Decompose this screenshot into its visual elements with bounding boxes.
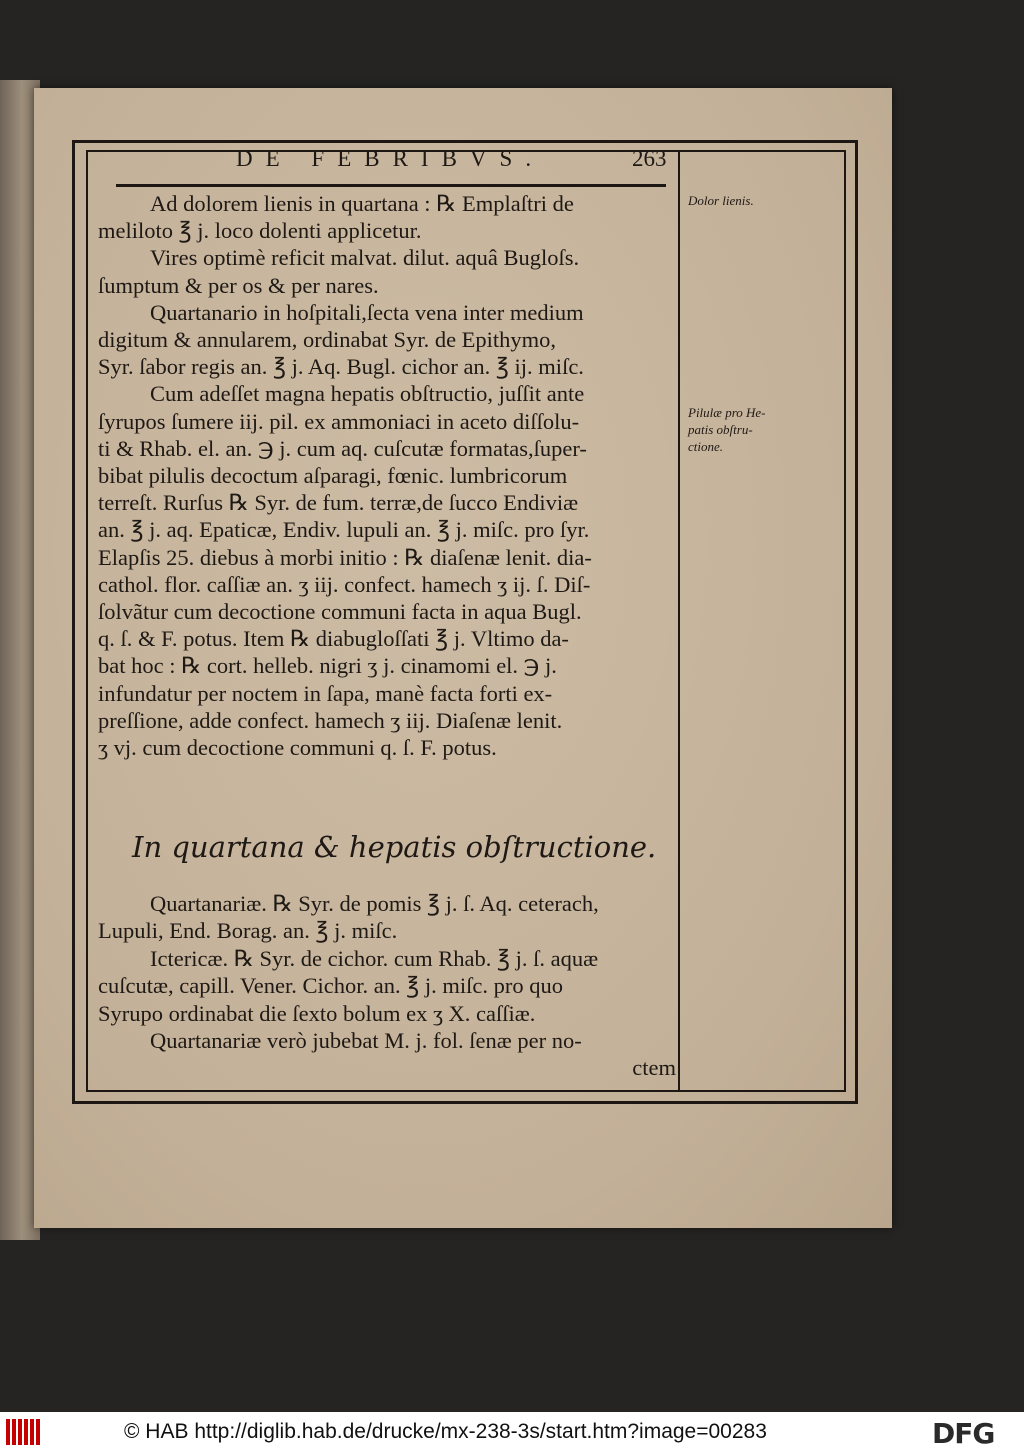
text-line: Lupuli, End. Borag. an. ℥ j. miſc. (98, 918, 398, 944)
text-line: an. ℥ j. aq. Epaticæ, Endiv. lupuli an. ℥ j. miſc. pro ſyr. (98, 517, 590, 543)
body-paragraph-2 (98, 890, 676, 1082)
text-line: ctem (632, 1055, 676, 1081)
text-line: preſſione, adde confect. hamech ʒ iij. Diaſenæ lenit. (98, 707, 563, 733)
margin-column-rule (678, 150, 680, 1092)
text-line: Syrupo ordinabat die ſexto bolum ex ʒ X. caſſiæ. (98, 1000, 536, 1026)
margin-note-line: ctione. (688, 439, 724, 454)
body-paragraph-1 (98, 190, 676, 761)
text-line: Quartanariæ verò jubebat M. j. fol. ſenæ per no- (150, 1028, 582, 1054)
footer-bar (0, 1412, 1024, 1453)
hab-logo-icon (6, 1419, 40, 1445)
text-line: Ad dolorem lienis in quartana : ℞ Emplaſtri de (150, 191, 574, 216)
dfg-logo: DFG (932, 1417, 995, 1450)
margin-note-dolor-lienis: Dolor lienis. (688, 193, 754, 208)
text-line: q. ſ. & F. potus. Item ℞ diabugloſſati ℥ j. Vltimo da- (98, 626, 569, 652)
page-number: 263 (632, 146, 667, 171)
text-line: ſolvãtur cum decoctione communi facta in aqua Bugl. (98, 599, 582, 625)
text-line: Vires optimè reficit malvat. dilut. aquâ Bugloſs. (150, 245, 580, 271)
text-line: infundatur per noctem in ſapa, manè facta forti ex- (98, 680, 553, 706)
text-line: bat hoc : ℞ cort. helleb. nigri ʒ j. cinamomi el. ℈ j. (98, 653, 557, 679)
text-line: meliloto ℥ j. loco dolenti applicetur. (98, 218, 422, 244)
text-line: Elapſis 25. diebus à morbi initio : ℞ diaſenæ lenit. dia- (98, 544, 592, 570)
header-rule (116, 184, 666, 187)
text-line: Ictericæ. ℞ Syr. de cichor. cum Rhab. ℥ j. ſ. aquæ (150, 945, 599, 971)
margin-note-line: Pilulæ pro He- (688, 405, 766, 420)
text-line: Syr. ſabor regis an. ℥ j. Aq. Bugl. cichor an. ℥ ij. miſc. (98, 354, 584, 380)
text-line: Quartanariæ. ℞ Syr. de pomis ℥ j. ſ. Aq. ceterach, (150, 891, 599, 916)
text-line: terreſt. Rurſus ℞ Syr. de fum. terræ,de ſucco Endiviæ (98, 490, 579, 516)
text-line: ti & Rhab. el. an. ℈ j. cum aq. cuſcutæ formatas,ſuper- (98, 435, 587, 461)
text-line: ſyrupos ſumere iij. pil. ex ammoniaci in aceto diſſolu- (98, 408, 580, 434)
text-line: ʒ vj. cum decoctione communi q. ſ. F. potus. (98, 735, 497, 761)
text-line: Quartanario in hoſpitali,ſecta vena inter medium (150, 299, 584, 325)
text-line: ſumptum & per os & per nares. (98, 272, 379, 298)
text-line: cathol. flor. caſſiæ an. ʒ iij. confect. hamech ʒ ij. ſ. Diſ- (98, 571, 591, 597)
running-head: DE FEBRIBVS. (236, 146, 545, 171)
footer-copyright-link[interactable]: © HAB http://diglib.hab.de/drucke/mx-238-3s/start.htm?image=00283 (124, 1420, 767, 1443)
section-heading: In quartana & hepatis obſtructione. (132, 830, 657, 864)
margin-note-line: patis obſtru- (688, 422, 753, 437)
text-line: cuſcutæ, capill. Vener. Cichor. an. ℥ j. miſc. pro quo (98, 973, 563, 999)
text-line: digitum & annularem, ordinabat Syr. de Epithymo, (98, 327, 557, 353)
text-line: bibat pilulis decoctum aſparagi, fœnic. lumbricorum (98, 463, 568, 489)
margin-note-pilulae (688, 404, 798, 455)
text-line: Cum adeſſet magna hepatis obſtructio, juſſit ante (150, 381, 585, 407)
